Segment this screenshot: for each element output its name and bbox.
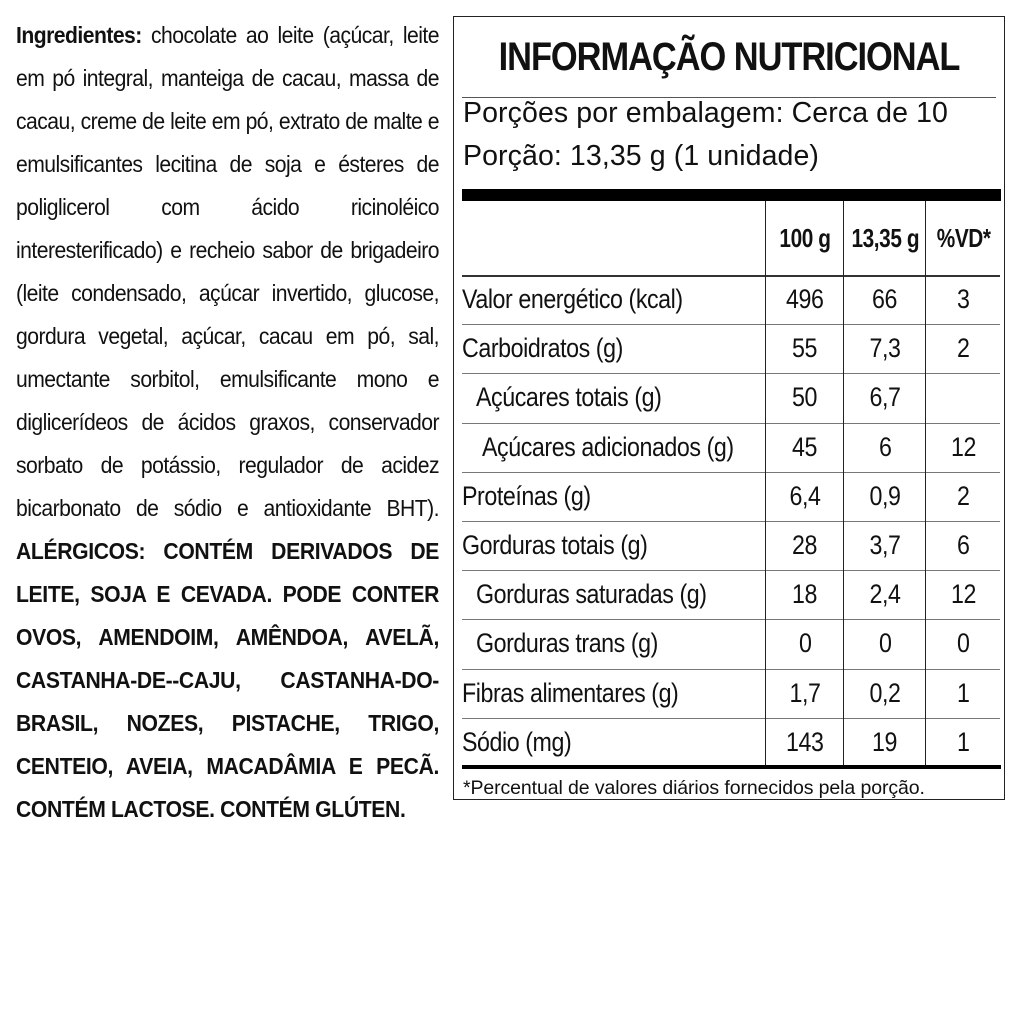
table-row bbox=[462, 423, 1000, 472]
value-vd: 6 bbox=[957, 530, 970, 561]
ingredients-label: Ingredientes: bbox=[16, 22, 142, 48]
nutrient-label: Sódio (mg) bbox=[462, 726, 572, 757]
value-portion: 6 bbox=[878, 431, 892, 462]
value-portion: 0,9 bbox=[869, 480, 901, 511]
value-100g: 496 bbox=[786, 284, 824, 315]
value-100g: 1,7 bbox=[789, 677, 821, 708]
nutrient-label: Açúcares adicionados (g) bbox=[482, 431, 734, 462]
value-100g: 143 bbox=[786, 726, 824, 757]
value-100g: 0 bbox=[798, 628, 812, 659]
footnote: *Percentual de valores diários fornecidos pela porção. bbox=[463, 777, 925, 799]
table-row bbox=[462, 619, 1000, 668]
table-row bbox=[462, 669, 1000, 718]
value-vd: 0 bbox=[957, 628, 970, 659]
value-vd: 2 bbox=[957, 480, 970, 511]
value-100g: 18 bbox=[792, 579, 818, 610]
serving-size: Porção: 13,35 g (1 unidade) bbox=[463, 140, 820, 172]
table-row bbox=[462, 324, 1000, 373]
servings-per-package: Porções por embalagem: Cerca de 10 bbox=[463, 97, 948, 129]
nutrient-label: Gorduras totais (g) bbox=[462, 530, 648, 561]
nutrient-label: Carboidratos (g) bbox=[462, 333, 623, 364]
value-vd: 1 bbox=[957, 677, 970, 708]
table-row bbox=[462, 275, 1000, 324]
value-vd: 12 bbox=[951, 579, 976, 610]
nutrition-title: INFORMAÇÃO NUTRICIONAL bbox=[498, 35, 960, 79]
value-portion: 0 bbox=[878, 628, 892, 659]
value-portion: 7,3 bbox=[869, 333, 901, 364]
value-portion: 2,4 bbox=[869, 579, 901, 610]
value-portion: 6,7 bbox=[869, 382, 901, 413]
value-100g: 45 bbox=[792, 431, 818, 462]
allergens-text: ALÉRGICOS: CONTÉM DERIVADOS DE LEITE, SOJA E CEVADA. PODE CONTER OVOS, AMENDOIM, AMÊNDOA, AVELÃ, CASTANHA-DE--CAJU, CASTANHA-DO-BRASIL, NOZES, PISTACHE, TRIGO, CENTEIO, AVEIA, MACADÂMIA E PECÃ. CONTÉM LACTOSE. CONTÉM GLÚTEN. bbox=[16, 538, 439, 822]
value-portion: 3,7 bbox=[869, 530, 901, 561]
table-row bbox=[462, 521, 1000, 570]
header-vd: %VD* bbox=[936, 222, 991, 253]
value-100g: 55 bbox=[792, 333, 818, 364]
nutrition-facts-panel bbox=[453, 16, 1005, 800]
header-100g: 100 g bbox=[779, 222, 831, 253]
thick-divider bbox=[462, 189, 1001, 201]
value-portion: 19 bbox=[872, 726, 898, 757]
value-portion: 0,2 bbox=[869, 677, 901, 708]
value-vd: 2 bbox=[957, 333, 970, 364]
header-portion: 13,35 g bbox=[851, 222, 919, 253]
nutrient-label: Açúcares totais (g) bbox=[476, 382, 662, 413]
nutrient-label: Fibras alimentares (g) bbox=[462, 677, 679, 708]
value-100g: 50 bbox=[792, 382, 818, 413]
nutrient-label: Valor energético (kcal) bbox=[462, 284, 683, 315]
bottom-divider bbox=[462, 765, 1001, 769]
table-row bbox=[462, 472, 1000, 521]
table-row bbox=[462, 570, 1000, 619]
value-100g: 6,4 bbox=[789, 480, 821, 511]
table-header-row bbox=[462, 201, 1000, 275]
value-vd: 1 bbox=[957, 726, 970, 757]
value-vd: 3 bbox=[957, 284, 970, 315]
table-row bbox=[462, 373, 1000, 422]
value-vd: 12 bbox=[951, 431, 976, 462]
ingredients-paragraph bbox=[16, 14, 439, 831]
nutrient-label: Gorduras saturadas (g) bbox=[476, 579, 707, 610]
ingredients-text: chocolate ao leite (açúcar, leite em pó integral, manteiga de cacau, massa de cacau, creme de leite em pó, extrato de malte e emulsificantes lecitina de soja e ésteres de poliglicerol com ácido ricinoléico interesterificado) e recheio sabor de brigadeiro (leite condensado, açúcar invertido, glucose, gordura vegetal, açúcar, cacau em pó, sal, umectante sorbitol, emulsificante mono e diglicerídeos de ácidos graxos, conservador sorbato de potássio, regulador de acidez bicarbonato de sódio e antioxidante BHT). bbox=[16, 22, 439, 521]
nutrient-label: Gorduras trans (g) bbox=[476, 628, 658, 659]
nutrient-label: Proteínas (g) bbox=[462, 480, 591, 511]
value-100g: 28 bbox=[792, 530, 818, 561]
table-row bbox=[462, 718, 1000, 767]
value-portion: 66 bbox=[872, 284, 898, 315]
